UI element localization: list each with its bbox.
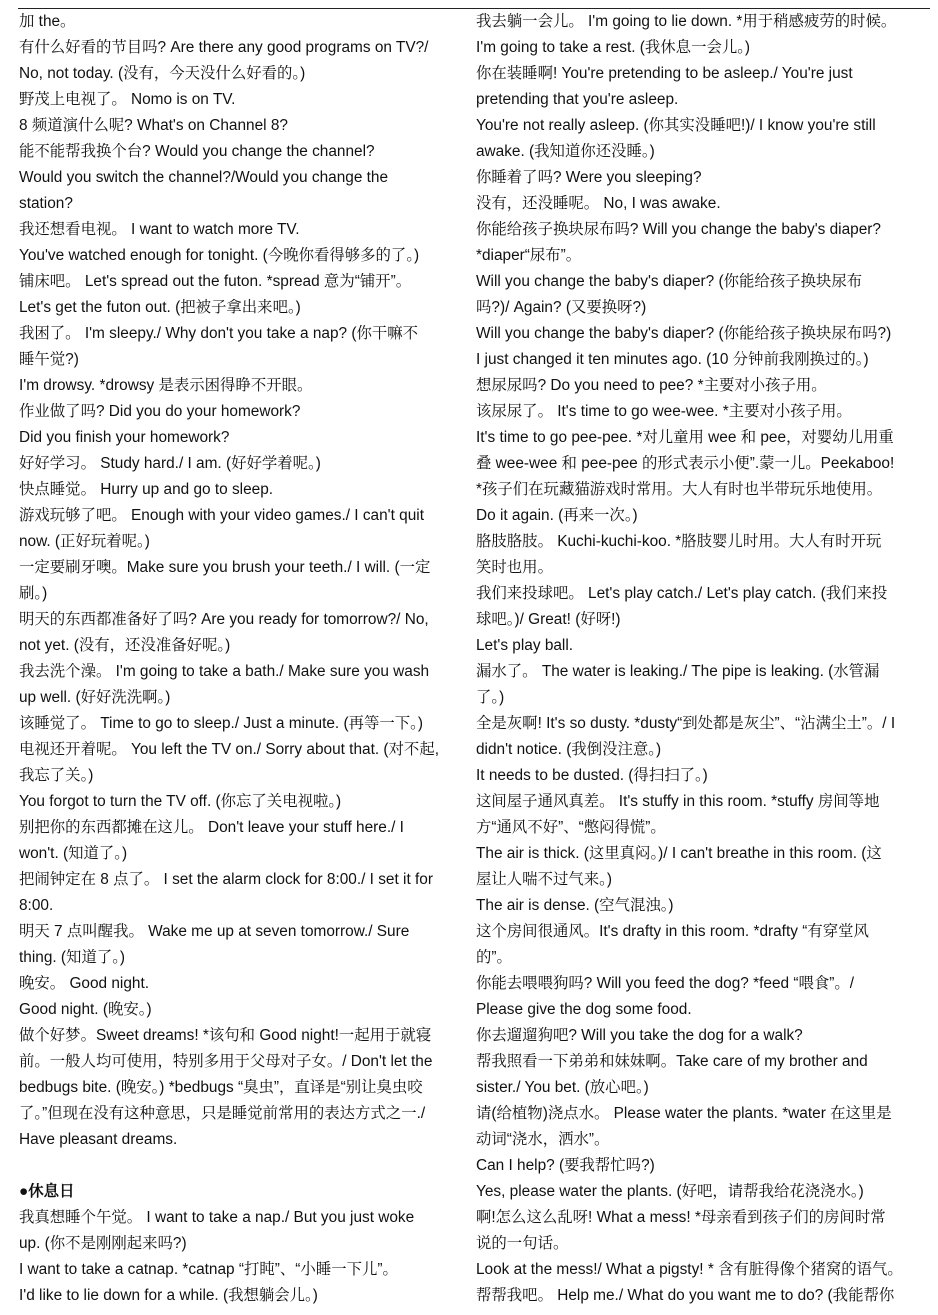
text-line: I'm going to take a rest. (我休息一会儿。)	[476, 39, 751, 56]
text-line: 我们来投球吧。 Let's play catch./ Let's play catch. (我们来投	[476, 585, 888, 602]
text-line: 一定要刷牙噢。Make sure you brush your teeth./ I will. (一定	[19, 559, 431, 576]
text-line: 做个好梦。Sweet dreams! *该句和 Good night!一起用于就寝	[19, 1027, 432, 1044]
text-line: 8 频道演什么呢? What's on Channel 8?	[19, 117, 288, 134]
text-line: won't. (知道了。)	[19, 845, 128, 862]
text-line: 刷。)	[19, 585, 48, 602]
text-line: 明天的东西都准备好了吗? Are you ready for tomorrow?/ No,	[19, 611, 429, 628]
text-line: Yes, please water the plants. (好吧，请帮我给花浇浇水。)	[476, 1183, 864, 1200]
text-line: 铺床吧。 Let's spread out the futon. *spread 意为“铺开”。	[19, 273, 412, 290]
text-line: 8:00.	[19, 897, 54, 914]
text-line: 请(给植物)浇点水。 Please water the plants. *water 在这里是	[476, 1105, 892, 1122]
text-line: pretending that you're asleep.	[476, 91, 679, 108]
text-line: 笑时也用。	[476, 559, 553, 576]
text-line: You've watched enough for tonight. (今晚你看得够多的了。)	[19, 247, 420, 264]
text-line: Will you change the baby's diaper? (你能给孩子换块尿布吗?)	[476, 325, 892, 342]
text-line: 屋让人喘不过气来。)	[476, 871, 612, 888]
text-line: 我去洗个澡。 I'm going to take a bath./ Make sure you wash	[19, 663, 430, 680]
text-line: 野茂上电视了。 Nomo is on TV.	[19, 91, 236, 108]
text-line: 说的一句话。	[476, 1235, 569, 1252]
text-line: The air is dense. (空气混浊。)	[476, 897, 674, 914]
text-line: 快点睡觉。 Hurry up and go to sleep.	[19, 481, 274, 498]
text-line: 把闹钟定在 8 点了。 I set the alarm clock for 8:00./ I set it for	[19, 871, 433, 888]
text-line: You're not really asleep. (你其实没睡吧!)/ I know you're still	[476, 117, 876, 134]
text-line: Did you finish your homework?	[19, 429, 230, 446]
text-line: 我还想看电视。 I want to watch more TV.	[19, 221, 300, 238]
text-line: bedbugs bite. (晚安。) *bedbugs “臭虫”，直译是“别让臭虫咬	[19, 1079, 423, 1096]
text-line: 前。一般人均可使用，特别多用于父母对子女。/ Don't let the	[19, 1053, 433, 1070]
text-line: 你能给孩子换块尿布吗? Will you change the baby's diaper?	[476, 221, 881, 238]
text-line: 动词“浇水，洒水”。	[476, 1131, 610, 1148]
text-line: awake. (我知道你还没睡。)	[476, 143, 655, 160]
blank-line	[19, 1153, 469, 1179]
text-line: Please give the dog some food.	[476, 1001, 692, 1018]
text-line: Can I help? (要我帮忙吗?)	[476, 1157, 655, 1174]
text-line: 我真想睡个午觉。 I want to take a nap./ But you just woke	[19, 1209, 415, 1226]
text-line: 我去躺一会儿。 I'm going to lie down. *用于稍感疲劳的时候。	[476, 13, 897, 30]
text-line: Do it again. (再来一次。)	[476, 507, 638, 524]
text-line: 晚安。 Good night.	[19, 975, 150, 992]
text-line: 你睡着了吗? Were you sleeping?	[476, 169, 702, 186]
text-line: 睡午觉?)	[19, 351, 79, 368]
text-line: Let's play ball.	[476, 637, 574, 654]
text-line: 好好学习。 Study hard./ I am. (好好学着呢。)	[19, 455, 321, 472]
text-line: 有什么好看的节目吗? Are there any good programs on TV?/	[19, 39, 429, 56]
text-line: 了。”但现在没有这种意思，只是睡觉前常用的表达方式之一./	[19, 1105, 426, 1122]
text-line: 电视还开着呢。 You left the TV on./ Sorry about that. (对不起,	[19, 741, 439, 758]
text-line: I want to take a catnap. *catnap “打盹”、“小睡一下儿”。	[19, 1261, 398, 1278]
right-column	[476, 9, 931, 1309]
text-line: I'd like to lie down for a while. (我想躺会儿。)	[19, 1287, 318, 1304]
text-line: 加 the。	[19, 13, 76, 30]
text-line: 你在装睡啊! You're pretending to be asleep./ You're just	[476, 65, 853, 82]
text-line: 别把你的东西都摊在这儿。 Don't leave your stuff here./ I	[19, 819, 404, 836]
text-line: 帮我照看一下弟弟和妹妹啊。Take care of my brother and	[476, 1053, 868, 1070]
text-line: 全是灰啊! It's so dusty. *dusty“到处都是灰尘”、“沾满尘土”。/ I	[476, 715, 896, 732]
text-line: 想尿尿吗? Do you need to pee? *主要对小孩子用。	[476, 377, 827, 394]
text-line: Will you change the baby's diaper? (你能给孩子换块尿布	[476, 273, 863, 290]
text-line: now. (正好玩着呢。)	[19, 533, 150, 550]
text-line: 该睡觉了。 Time to go to sleep./ Just a minute. (再等一下。)	[19, 715, 423, 732]
text-line: 吗?)/ Again? (又要换呀?)	[476, 299, 647, 316]
text-line: It needs to be dusted. (得扫扫了。)	[476, 767, 708, 784]
text-line: 帮帮我吧。 Help me./ What do you want me to do? (我能帮你	[476, 1287, 895, 1304]
text-line: No, not today. (没有，今天没什么好看的。)	[19, 65, 306, 82]
text-line: I just changed it ten minutes ago. (10 分钟前我刚换过的。)	[476, 351, 869, 368]
text-line: 胳肢胳肢。 Kuchi-kuchi-koo. *胳肢婴儿时用。大人有时开玩	[476, 533, 882, 550]
text-line: 这间屋子通风真差。 It's stuffy in this room. *stuffy 房间等地	[476, 793, 880, 810]
section-heading: ●休息日	[19, 1183, 75, 1200]
text-line: 我困了。 I'm sleepy./ Why don't you take a nap? (你干嘛不	[19, 325, 419, 342]
text-line: It's time to go pee-pee. *对儿童用 wee 和 pee，对婴幼儿用重	[476, 429, 894, 446]
text-line: up well. (好好洗洗啊。)	[19, 689, 171, 706]
text-line: Look at the mess!/ What a pigsty! * 含有脏得像个猪窝的语气。	[476, 1261, 903, 1278]
text-line: I'm drowsy. *drowsy 是表示困得睁不开眼。	[19, 377, 313, 394]
text-line: Have pleasant dreams.	[19, 1131, 178, 1148]
text-line: 的”。	[476, 949, 512, 966]
text-line: 你能去喂喂狗吗? Will you feed the dog? *feed “喂食”。/	[476, 975, 855, 992]
text-line: sister./ You bet. (放心吧。)	[476, 1079, 649, 1096]
text-line: 方“通风不好”、“憋闷得慌”。	[476, 819, 666, 836]
text-line: up. (你不是刚刚起来吗?)	[19, 1235, 187, 1252]
text-line: *孩子们在玩藏猫游戏时常用。大人有时也半带玩乐地使用。	[476, 481, 883, 498]
text-line: thing. (知道了。)	[19, 949, 126, 966]
text-line: You forgot to turn the TV off. (你忘了关电视啦。)	[19, 793, 342, 810]
text-line: 我忘了关。)	[19, 767, 94, 784]
text-line: 漏水了。 The water is leaking./ The pipe is leaking. (水管漏	[476, 663, 880, 680]
text-line: didn't notice. (我倒没注意。)	[476, 741, 662, 758]
text-line: 你去遛遛狗吧? Will you take the dog for a walk?	[476, 1027, 803, 1044]
text-line: 了。)	[476, 689, 505, 706]
text-line: not yet. (没有，还没准备好呢。)	[19, 637, 231, 654]
text-line: 该尿尿了。 It's time to go wee-wee. *主要对小孩子用。	[476, 403, 852, 420]
text-line: 能不能帮我换个台? Would you change the channel?	[19, 143, 375, 160]
text-line: Let's get the futon out. (把被子拿出来吧。)	[19, 299, 301, 316]
text-line: The air is thick. (这里真闷。)/ I can't breathe in this room. (这	[476, 845, 882, 862]
text-line: Good night. (晚安。)	[19, 1001, 152, 1018]
text-line: *diaper“尿布”。	[476, 247, 582, 264]
left-column	[19, 9, 469, 1309]
text-line: 没有，还没睡呢。 No, I was awake.	[476, 195, 721, 212]
text-line: station?	[19, 195, 73, 212]
text-line: 啊!怎么这么乱呀! What a mess! *母亲看到孩子们的房间时常	[476, 1209, 886, 1226]
text-line: 球吧。)/ Great! (好呀!)	[476, 611, 621, 628]
text-line: 作业做了吗? Did you do your homework?	[19, 403, 301, 420]
text-line: 这个房间很通风。It's drafty in this room. *drafty “有穿堂风	[476, 923, 869, 940]
text-line: 游戏玩够了吧。 Enough with your video games./ I can't quit	[19, 507, 424, 524]
text-line: Would you switch the channel?/Would you change the	[19, 169, 389, 186]
text-line: 叠 wee-wee 和 pee-pee 的形式表示小便”.蒙一儿。Peekaboo!	[476, 455, 895, 472]
text-line: 明天 7 点叫醒我。 Wake me up at seven tomorrow./ Sure	[19, 923, 410, 940]
